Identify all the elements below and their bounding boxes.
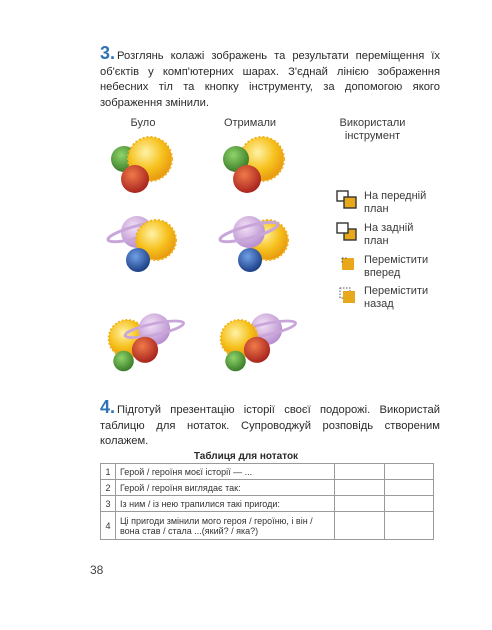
collage-1-after	[216, 135, 306, 205]
collage-2-after	[216, 210, 306, 280]
row-text: Герой / героїня виглядає так:	[116, 480, 335, 496]
note-cell[interactable]	[335, 480, 385, 496]
note-cell[interactable]	[384, 496, 434, 512]
note-cell[interactable]	[384, 480, 434, 496]
task-3	[100, 43, 440, 111]
task-4-text: Підготуй презентацію історії своєї подорожі. Використай таблицю для нотаток. Супроводжуй розповідь створеним колажем.	[100, 404, 440, 447]
tool-bring-to-front[interactable]	[336, 190, 434, 216]
tool-label: На задній план	[364, 222, 414, 247]
table-row	[101, 512, 434, 540]
tool-move-forward[interactable]	[336, 254, 438, 280]
row-number: 1	[101, 464, 116, 480]
task-4	[100, 397, 440, 450]
tool-label: Перемістити вперед	[364, 254, 429, 279]
row-number: 3	[101, 496, 116, 512]
collage-3-before	[100, 305, 190, 375]
page-number: 38	[90, 563, 104, 577]
note-cell[interactable]	[335, 512, 385, 540]
collage-1-before	[104, 135, 194, 205]
note-cell[interactable]	[335, 464, 385, 480]
table-row	[101, 464, 434, 480]
tool-move-backward[interactable]	[336, 285, 438, 311]
column-before: Було	[130, 117, 156, 129]
task-4-number: 4.	[100, 397, 116, 417]
collage-3-after	[212, 305, 302, 375]
row-number: 4	[101, 512, 116, 540]
task-3-text: Розглянь колажі зображень та результати переміщення їх об'єктів у комп'ютерних шарах. З'єднай лінією зображення небесних тіл та кнопку інструменту, за допомогою якого зображення змінили.	[100, 50, 440, 109]
note-cell[interactable]	[384, 464, 434, 480]
row-text: Герой / героїня моєї історії — ...	[116, 464, 335, 480]
row-text: Із ним / із нею трапилися такі пригоди:	[116, 496, 335, 512]
send-to-back-icon	[336, 222, 358, 242]
column-tool: Використали інструмент	[339, 117, 406, 142]
collage-2-before	[104, 210, 194, 280]
table-row	[101, 480, 434, 496]
move-backward-icon	[336, 285, 358, 305]
task-3-number: 3.	[100, 43, 116, 63]
bring-to-front-icon	[336, 190, 358, 210]
row-number: 2	[101, 480, 116, 496]
row-text: Ці пригоди змінили мого героя / героїню, і він / вона став / стала ...(який? / яка?)	[116, 512, 335, 540]
tool-label: Перемістити назад	[364, 285, 429, 310]
notes-table	[100, 463, 434, 540]
note-cell[interactable]	[335, 496, 385, 512]
tool-label: На передній план	[364, 190, 427, 215]
note-cell[interactable]	[384, 512, 434, 540]
table-row	[101, 496, 434, 512]
tool-send-to-back[interactable]	[336, 222, 434, 248]
column-after: Отримали	[223, 117, 277, 129]
move-forward-icon	[336, 254, 358, 274]
notes-table-caption: Таблиця для нотаток	[193, 451, 299, 462]
